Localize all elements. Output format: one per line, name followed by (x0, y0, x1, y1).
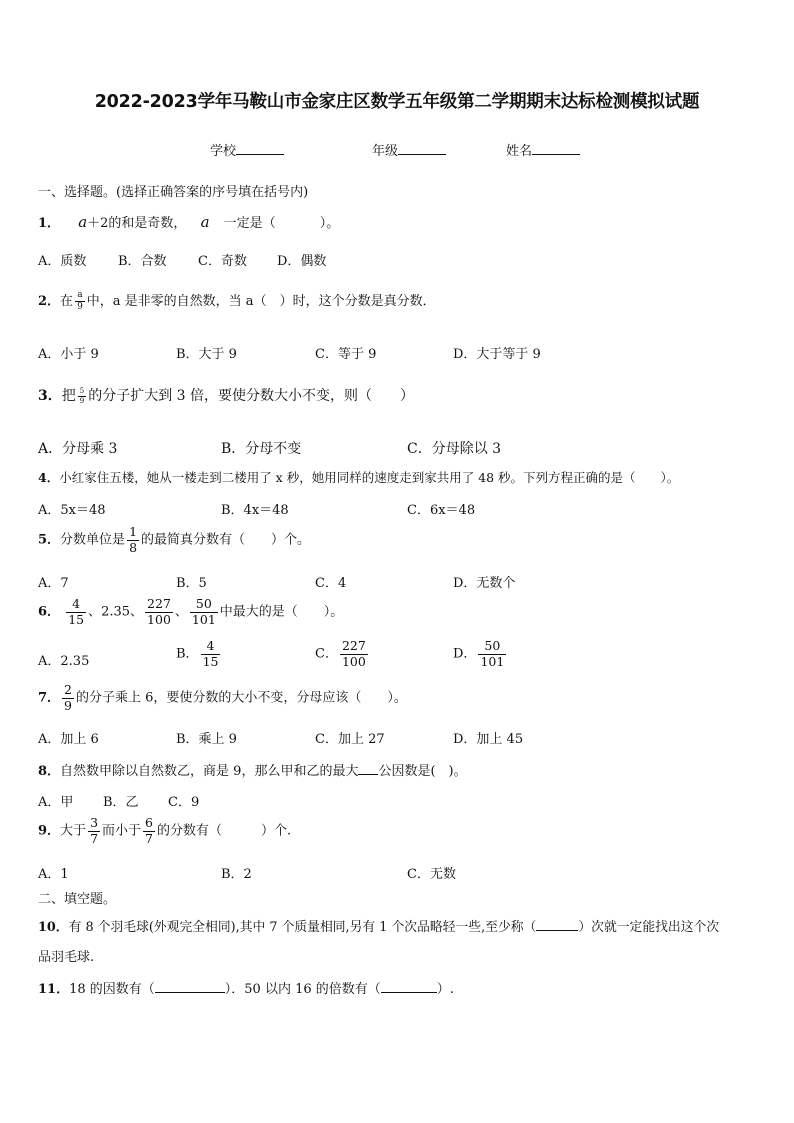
q6-option-b-fraction (201, 640, 221, 668)
q6-fraction-1 (66, 598, 86, 626)
q8-number: 8． (38, 764, 61, 779)
q1-number: 1． (38, 216, 61, 231)
q1-var-a: a (78, 213, 88, 231)
q11-number: 11． (38, 982, 70, 997)
q9-f1-den: 7 (90, 830, 99, 846)
q9-f2-den: 7 (145, 830, 153, 846)
q6-f2-den: 100 (147, 611, 171, 627)
q6-number: 6． (38, 604, 61, 620)
q11-blank-2[interactable] (381, 980, 437, 993)
q5-option-d[interactable]: D．无数个 (453, 576, 516, 591)
q6-f2-num: 227 (147, 596, 171, 611)
q2-option-a[interactable]: A．小于 9 (38, 347, 99, 362)
q6-optd-num: 50 (484, 638, 501, 653)
q8-text2: 公因数是( )。 (378, 764, 467, 779)
section-1-heading: 一、选择题。(选择正确答案的序号填在括号内) (38, 185, 309, 200)
page-title: 2022-2023学年马鞍山市金家庄区数学五年级第二学期期末达标检测模拟试题 (94, 92, 700, 112)
q1-var-a2: a (200, 213, 210, 231)
q4-option-b[interactable]: B．4x＝48 (221, 503, 289, 518)
q3-text: 的分子扩大到 3 倍，要使分数大小不变，则（ ） (88, 388, 415, 404)
q6-f3-den: 101 (191, 611, 216, 627)
q3-number: 3． (38, 388, 62, 404)
q1-plus: ＋2 (87, 216, 109, 231)
q11-t3: ）. (436, 982, 454, 997)
q3-frac-den: 9 (79, 396, 85, 405)
school-blank[interactable] (236, 142, 284, 155)
question-4 (38, 468, 679, 486)
q9-text: 的分数有（ ）个. (156, 823, 292, 839)
q5-option-a[interactable]: A．7 (38, 576, 69, 591)
q6-option-d[interactable] (453, 640, 508, 668)
q3-fraction (78, 388, 86, 405)
q8-blank[interactable] (358, 762, 378, 775)
q6-f1-den: 15 (68, 611, 85, 627)
q11-t1: 18 的因数有（ (69, 982, 155, 997)
q1-option-d[interactable]: D．偶数 (277, 254, 327, 269)
q6-fraction-3 (190, 598, 218, 626)
q5-text: 的最简真分数有（ ）个。 (141, 532, 311, 548)
q6-mid2: 、 (174, 604, 188, 620)
q2-option-d[interactable]: D．大于等于 9 (453, 347, 541, 362)
question-1 (38, 212, 339, 231)
q2-frac-num: a (77, 290, 83, 300)
q10-line1a: 有 8 个羽毛球(外观完全相同),其中 7 个质量相同,另有 1 个次品略轻一些,至少称（ (68, 920, 537, 935)
q5-frac-num: 1 (129, 524, 138, 539)
q10-line2: 品羽毛球. (38, 950, 95, 965)
q7-number: 7． (38, 690, 61, 706)
q6-optb-den: 15 (202, 653, 219, 669)
q9-number: 9． (38, 823, 61, 839)
q9-pre: 大于 (60, 823, 87, 839)
q6-optb-num: 4 (206, 638, 215, 653)
q9-option-a[interactable]: A．1 (38, 867, 69, 882)
q5-option-c[interactable]: C．4 (315, 576, 347, 591)
q1-text2: 一定是（ (223, 216, 276, 231)
question-5 (38, 526, 310, 554)
q1-text3: ）。 (319, 216, 340, 231)
name-blank[interactable] (532, 142, 580, 155)
q6-optc-den: 100 (341, 653, 366, 669)
q7-option-a[interactable]: A．加上 6 (38, 732, 99, 747)
q4-number: 4． (38, 470, 60, 485)
q7-frac-num: 2 (64, 682, 72, 697)
q4-option-a[interactable]: A．5x＝48 (38, 503, 106, 518)
q11-t2: ）．50 以内 16 的倍数有（ (224, 982, 381, 997)
q5-fraction (127, 526, 139, 554)
q6-option-c-fraction (340, 640, 368, 668)
q1-option-c[interactable]: C．奇数 (198, 254, 247, 269)
q7-frac-den: 9 (64, 697, 72, 713)
q6-option-a[interactable]: A．2.35 (38, 654, 90, 669)
q9-fraction-2 (143, 817, 155, 845)
q6-option-d-label: D． (453, 646, 477, 662)
name-field[interactable] (506, 140, 580, 159)
q7-option-b[interactable]: B．乘上 9 (176, 732, 237, 747)
q9-f1-num: 3 (90, 815, 99, 830)
q2-option-b[interactable]: B．大于 9 (176, 347, 237, 362)
q4-option-c[interactable]: C．6x＝48 (407, 503, 476, 518)
q5-frac-den: 8 (129, 539, 138, 555)
school-field[interactable] (210, 140, 284, 159)
grade-field[interactable] (372, 140, 446, 159)
grade-blank[interactable] (398, 142, 446, 155)
q2-frac-den: 9 (77, 302, 83, 312)
q8-option-b[interactable]: B．乙 (103, 795, 139, 810)
q9-f2-num: 6 (145, 815, 153, 830)
q7-fraction (62, 684, 74, 712)
question-11 (38, 978, 454, 997)
question-10 (38, 916, 719, 935)
q2-number: 2． (38, 294, 61, 309)
q2-pre: 在 (60, 294, 74, 309)
grade-label: 年级 (372, 144, 399, 159)
q8-text1: 自然数甲除以自然数乙，商是 9，那么甲和乙的最大 (60, 764, 359, 779)
q10-line1b: ）次就一定能找出这个次 (578, 920, 720, 935)
q10-number: 10． (38, 920, 69, 935)
q2-text: 中，a 是非零的自然数，当 a（ ）时，这个分数是真分数． (86, 294, 436, 309)
q6-mid1: 、2.35、 (88, 604, 144, 620)
q4-text: 小红家住五楼，她从一楼走到二楼用了 x 秒，她用同样的速度走到家共用了 48 秒。下列方程正确的是（ ）。 (59, 470, 680, 485)
q7-text: 的分子乘上 6，要使分数的大小不变，分母应该（ ）。 (76, 690, 407, 706)
q6-f3-num: 50 (195, 596, 212, 611)
q2-option-c[interactable]: C．等于 9 (315, 347, 377, 362)
question-8 (38, 760, 467, 779)
q6-text: 中最大的是（ ）。 (219, 604, 344, 620)
q8-option-c[interactable]: C．9 (168, 795, 200, 810)
q6-optd-den: 101 (480, 653, 505, 669)
question-2 (38, 290, 436, 312)
q3-pre: 把 (61, 388, 76, 404)
q5-number: 5． (38, 532, 61, 548)
q6-fraction-2 (145, 598, 173, 626)
q1-text1: 的和是奇数， (108, 216, 187, 231)
q7-option-d[interactable]: D．加上 45 (453, 732, 524, 747)
q6-option-c-label: C． (315, 646, 338, 662)
question-3 (38, 385, 414, 405)
q8-option-a[interactable]: A．甲 (38, 795, 74, 810)
q3-option-b[interactable]: B．分母不变 (221, 441, 302, 457)
question-7 (38, 684, 407, 712)
q1-option-a[interactable]: A．质数 (38, 254, 87, 269)
q2-fraction (75, 291, 85, 312)
q9-option-b[interactable]: B．2 (221, 867, 252, 882)
q5-pre: 分数单位是 (60, 532, 126, 548)
question-9 (38, 817, 291, 845)
q10-answer-blank[interactable] (536, 918, 578, 931)
q9-fraction-1 (88, 817, 100, 845)
q7-option-c[interactable]: C．加上 27 (315, 732, 385, 747)
q3-option-a[interactable]: A．分母乘 3 (38, 441, 118, 457)
section-2-heading: 二、填空题。 (38, 892, 117, 907)
q3-option-c[interactable]: C．分母除以 3 (407, 441, 502, 457)
q6-option-b[interactable] (176, 640, 222, 668)
q5-option-b[interactable]: B．5 (176, 576, 207, 591)
q11-blank-1[interactable] (155, 980, 225, 993)
q6-option-c[interactable] (315, 640, 370, 668)
q6-option-b-label: B． (176, 646, 199, 662)
question-6 (38, 598, 343, 626)
q6-option-d-fraction (478, 640, 506, 668)
q6-optc-num: 227 (341, 638, 366, 653)
q6-f1-num: 4 (72, 596, 81, 611)
q3-frac-num: 5 (79, 386, 85, 395)
school-label: 学校 (210, 144, 237, 159)
q9-option-c[interactable]: C．无数 (407, 867, 456, 882)
name-label: 姓名 (506, 144, 533, 159)
q9-mid: 而小于 (102, 823, 142, 839)
q1-option-b[interactable]: B．合数 (118, 254, 167, 269)
